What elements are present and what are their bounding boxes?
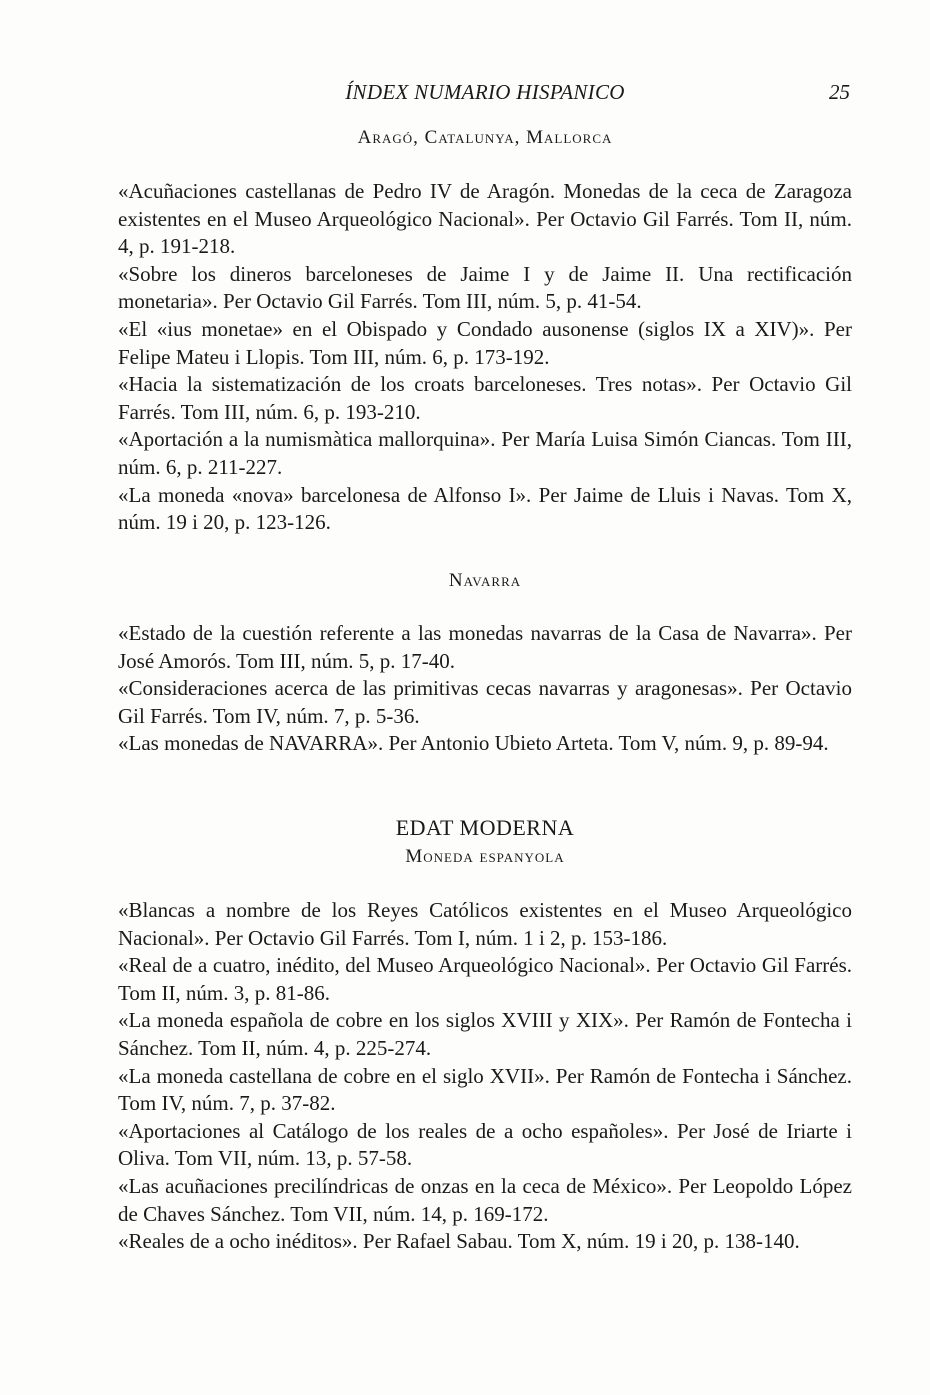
- list-item: «Sobre los dineros barceloneses de Jaime I y de Jaime II. Una rectificación monetaria». Per Octavio Gil Farrés. Tom III, núm. 5, p. 41-54.: [118, 261, 852, 314]
- list-item: «Blancas a nombre de los Reyes Católicos existentes en el Museo Arqueológico Nacional». Per Octavio Gil Farrés. Tom I, núm. 1 i 2, p. 153-186.: [118, 898, 852, 950]
- document-page: [118, 0, 852, 1395]
- list-item: «Acuñaciones castellanas de Pedro IV de Aragón. Monedas de la ceca de Zaragoza existentes en el Museo Arqueológico Nacional». Per Octavio Gil Farrés. Tom II, núm. 4, p. 191-218.: [118, 179, 852, 259]
- entry-list-arago: [118, 178, 852, 537]
- list-item: «Hacia la sistematización de los croats barceloneses. Tres notas». Per Octavio Gil Farrés. Tom III, núm. 6, p. 193-210.: [118, 372, 852, 424]
- page-number: 25: [829, 80, 850, 104]
- list-item: «Consideraciones acerca de las primitivas cecas navarras y aragonesas». Per Octavio Gil Farrés. Tom IV, núm. 7, p. 5-36.: [118, 676, 852, 728]
- section-heading-arago: Aragó, Catalunya, Mallorca: [357, 127, 613, 148]
- page-title: ÍNDEX NUMARIO HISPANICO: [345, 80, 625, 104]
- list-item: «La moneda castellana de cobre en el siglo XVII». Per Ramón de Fontecha i Sánchez. Tom IV, núm. 7, p. 37-82.: [118, 1063, 852, 1116]
- section-heading-navarra: Navarra: [448, 570, 522, 591]
- list-item: «Reales de a ocho inéditos». Per Rafael Sabau. Tom X, núm. 19 i 20, p. 138-140.: [118, 1229, 800, 1254]
- section-major-heading: EDAT MODERNA: [395, 815, 575, 840]
- list-item: «El «ius monetae» en el Obispado y Condado ausonense (siglos IX a XIV)». Per Felipe Mateu i Llopis. Tom III, núm. 6, p. 173-192.: [118, 316, 852, 369]
- list-item: «Las monedas de NAVARRA». Per Antonio Ubieto Arteta. Tom V, núm. 9, p. 89-94.: [118, 731, 829, 756]
- list-item: «La moneda «nova» barcelonesa de Alfonso I». Per Jaime de Lluis i Navas. Tom X, núm. 19 i 20, p. 123-126.: [118, 482, 852, 535]
- running-head: [118, 80, 852, 110]
- entry-list-moneda-espanyola: [118, 897, 852, 1256]
- list-item: «Aportación a la numismàtica mallorquina». Per María Luisa Simón Ciancas. Tom III, núm. 6, p. 211-227.: [118, 427, 852, 479]
- list-item: «Real de a cuatro, inédito, del Museo Arqueológico Nacional». Per Octavio Gil Farrés. Tom II, núm. 3, p. 81-86.: [118, 953, 852, 1005]
- section-heading-moneda-espanyola: Moneda espanyola: [405, 846, 565, 867]
- entry-list-navarra: [118, 620, 852, 758]
- list-item: «Estado de la cuestión referente a las monedas navarras de la Casa de Navarra». Per José Amorós. Tom III, núm. 5, p. 17-40.: [118, 621, 852, 673]
- list-item: «La moneda española de cobre en los siglos XVIII y XIX». Per Ramón de Fontecha i Sánchez. Tom II, núm. 4, p. 225-274.: [118, 1008, 852, 1060]
- list-item: «Las acuñaciones precilíndricas de onzas en la ceca de México». Per Leopoldo López de Chaves Sánchez. Tom VII, núm. 14, p. 169-172.: [118, 1173, 852, 1226]
- list-item: «Aportaciones al Catálogo de los reales de a ocho españoles». Per José de Iriarte i Oliva. Tom VII, núm. 13, p. 57-58.: [118, 1118, 852, 1171]
